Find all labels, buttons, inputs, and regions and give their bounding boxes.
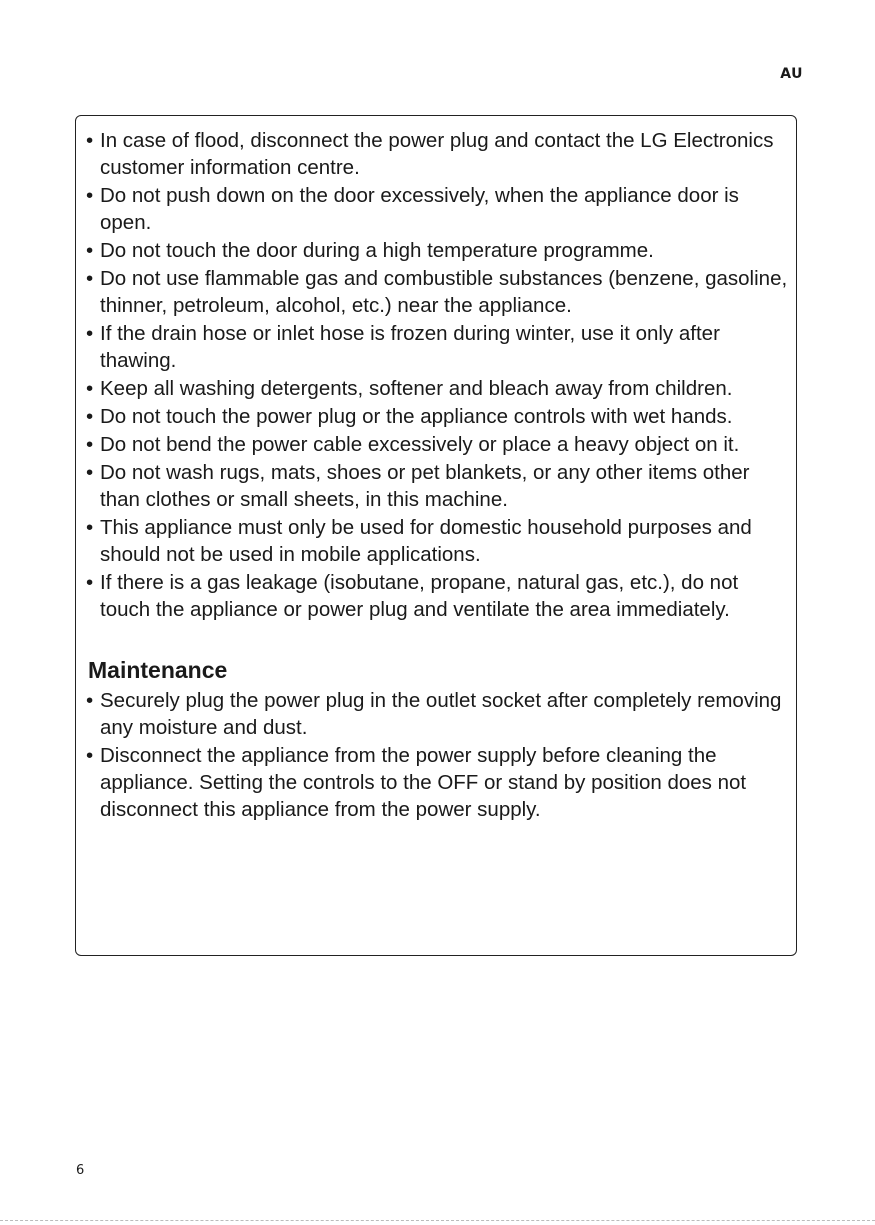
bullet-item: • If the drain hose or inlet hose is frozen during winter, use it only after thawing.	[86, 320, 788, 374]
bullet-item: • In case of flood, disconnect the power plug and contact the LG Electronics customer information centre.	[86, 127, 788, 181]
bottom-divider	[0, 1220, 875, 1221]
maintenance-bullet-list	[86, 687, 788, 823]
page-number: 6	[76, 1163, 85, 1178]
bullet-item: • Do not touch the power plug or the appliance controls with wet hands.	[86, 403, 788, 430]
bullet-item: • Securely plug the power plug in the outlet socket after completely removing any moisture and dust.	[86, 687, 788, 741]
bullet-item: • Disconnect the appliance from the power supply before cleaning the appliance. Setting the controls to the OFF or stand by position does not disconnect this appliance from the power supply.	[86, 742, 788, 823]
safety-bullet-list	[86, 127, 788, 623]
bullet-item: • Do not wash rugs, mats, shoes or pet blankets, or any other items other than clothes or small sheets, in this machine.	[86, 459, 788, 513]
bullet-item: • Keep all washing detergents, softener and bleach away from children.	[86, 375, 788, 402]
bullet-item: • If there is a gas leakage (isobutane, propane, natural gas, etc.), do not touch the appliance or power plug and ventilate the area immediately.	[86, 569, 788, 623]
bullet-item: • Do not use flammable gas and combustible substances (benzene, gasoline, thinner, petroleum, alcohol, etc.) near the appliance.	[86, 265, 788, 319]
region-label: AU	[780, 66, 803, 82]
bullet-item: • Do not push down on the door excessively, when the appliance door is open.	[86, 182, 788, 236]
bullet-item: • Do not touch the door during a high temperature programme.	[86, 237, 788, 264]
bullet-item: • This appliance must only be used for domestic household purposes and should not be used in mobile applications.	[86, 514, 788, 568]
maintenance-heading: Maintenance	[88, 657, 228, 683]
notice-content	[86, 127, 788, 824]
bullet-item: • Do not bend the power cable excessively or place a heavy object on it.	[86, 431, 788, 458]
safety-notice-box	[75, 115, 797, 956]
